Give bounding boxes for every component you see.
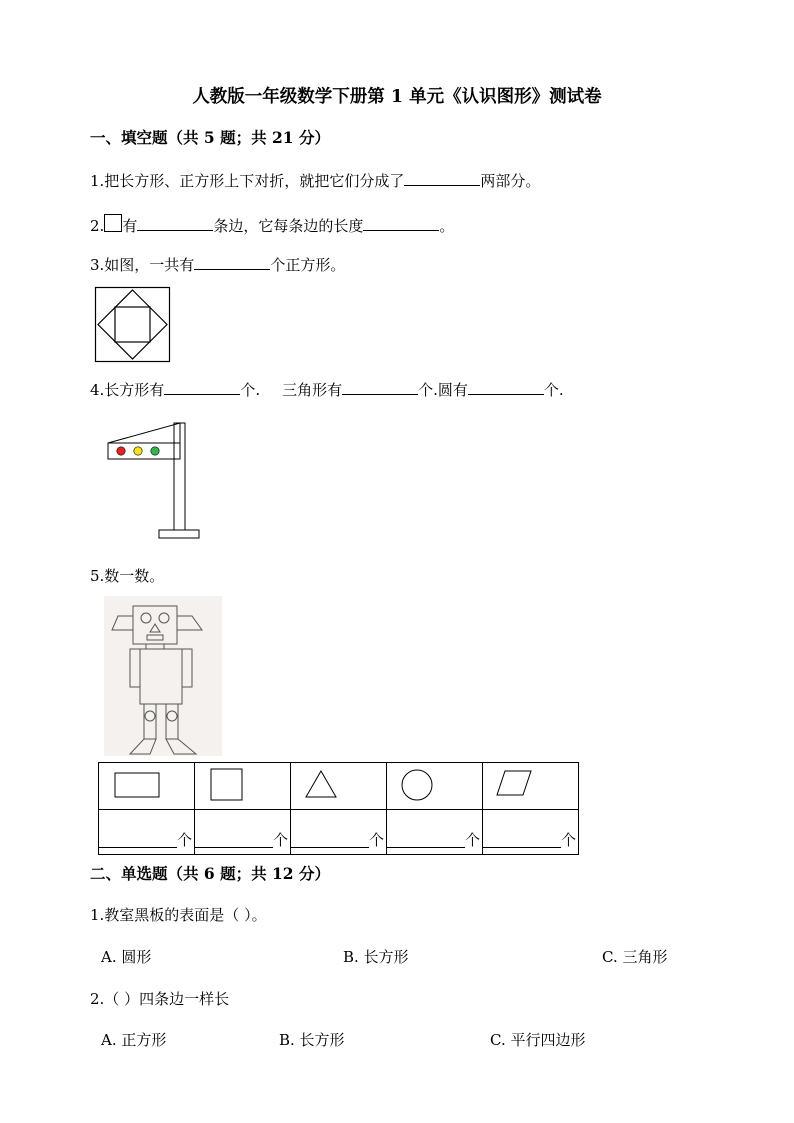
count-unit: 个 [369,831,385,849]
q3-answer-blank[interactable] [194,254,270,270]
triangle-cell [291,763,387,810]
mc1-option-c[interactable]: C. 三角形 [602,948,668,966]
count-parallelogram-blank[interactable] [483,832,561,848]
question-4 [90,379,564,400]
q4-rect-label: 4.长方形有 [90,381,165,399]
nested-squares-figure [95,287,171,363]
shape-count-table [98,762,579,855]
mc1-option-a[interactable]: A. 圆形 [101,948,152,966]
question-3 [90,254,345,275]
count-rectangle-blank[interactable] [99,832,177,848]
square-cell [195,763,291,810]
q4-rect-blank[interactable] [164,379,240,395]
q1-answer-blank[interactable] [404,170,480,186]
mc2-option-b[interactable]: B. 长方形 [279,1031,345,1049]
circle-icon [402,770,432,800]
q2-blank-length[interactable] [363,215,439,231]
robot-figure [104,596,224,756]
square-icon [104,214,122,232]
count-square-blank[interactable] [195,832,273,848]
q2-blank-sides[interactable] [137,215,213,231]
page-title: 人教版一年级数学下册第 1 单元《认识图形》测试卷 [192,87,602,107]
question-5: 5.数一数。 [90,567,165,585]
red-light-icon [117,447,125,455]
square-icon [211,769,242,800]
rectangle-cell [99,763,195,810]
parallelogram-cell [483,763,579,810]
circle-cell [387,763,483,810]
q1-prefix: 1.把长方形、正方形上下对折，就把它们分成了 [90,172,405,190]
question-1 [90,170,540,191]
q4-unit-a: 个. [240,381,261,399]
count-unit: 个 [561,831,577,849]
rectangle-icon [115,773,159,797]
mc1-option-b[interactable]: B. 长方形 [343,948,409,966]
section1-heading: 一、填空题（共 5 题；共 21 分） [90,128,330,147]
mc2-option-a[interactable]: A. 正方形 [101,1031,167,1049]
question-2 [90,214,454,236]
q2-part2: 条边，它每条边的长度 [213,217,364,235]
green-light-icon [151,447,159,455]
mc-question-1: 1.教室黑板的表面是（ ）。 [90,906,267,924]
count-triangle-blank[interactable] [291,832,369,848]
q3-suffix: 个正方形。 [270,256,346,274]
count-unit: 个 [465,831,481,849]
q2-end: 。 [439,217,455,235]
q4-tri-blank[interactable] [342,379,418,395]
traffic-light-figure [105,420,205,540]
parallelogram-icon [497,771,531,795]
yellow-light-icon [134,447,142,455]
q4-unit-c: 个. [543,381,564,399]
count-unit: 个 [177,831,193,849]
q3-prefix: 3.如图，一共有 [90,256,195,274]
count-unit: 个 [273,831,289,849]
q4-tri-label: 三角形有 [282,381,343,399]
triangle-icon [306,771,336,797]
mc2-option-c[interactable]: C. 平行四边形 [490,1031,586,1049]
q2-number: 2. [90,217,105,235]
q2-part1: 有 [122,217,138,235]
count-circle-blank[interactable] [387,832,465,848]
q1-suffix: 两部分。 [480,172,541,190]
q4-circle-blank[interactable] [468,379,544,395]
section2-heading: 二、单选题（共 6 题；共 12 分） [90,864,330,883]
q4-circle-label: 个.圆有 [418,381,468,399]
mc-question-2: 2.（ ）四条边一样长 [90,990,230,1008]
